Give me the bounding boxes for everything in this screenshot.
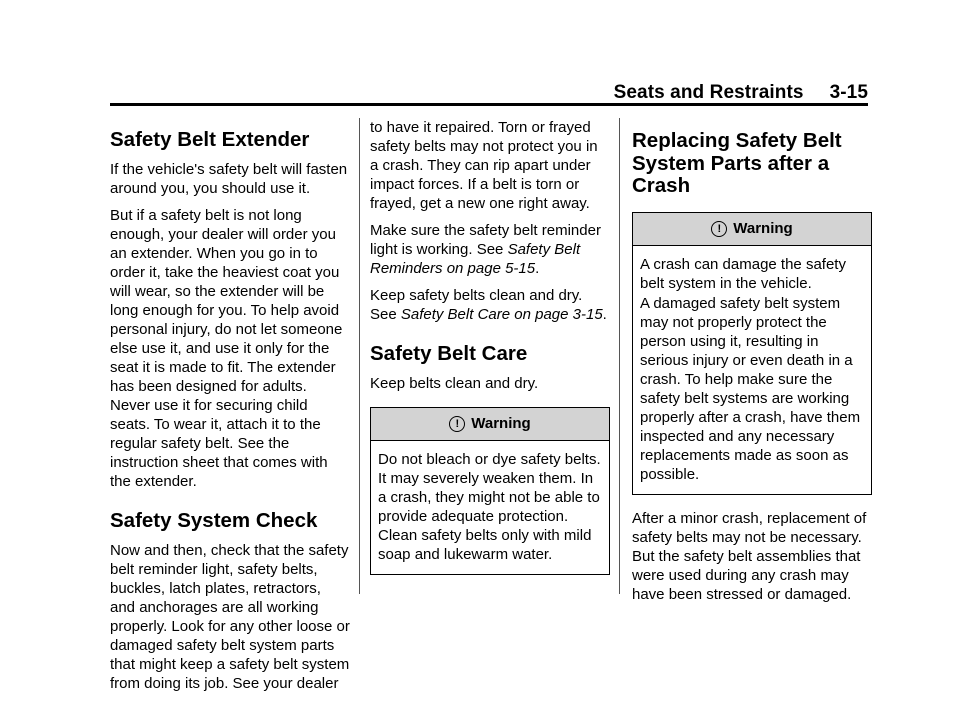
warning-box: [632, 212, 872, 495]
warning-box: [370, 407, 610, 575]
page-number: 3-15: [829, 82, 868, 103]
column-left: [110, 116, 350, 701]
header-rule: [110, 103, 868, 106]
paragraph: Keep belts clean and dry.: [370, 375, 539, 392]
warning-text: A damaged safety belt system may not properly protect the person using it, resulting in serious injury or even death in a crash. To help make sure the safety belt systems are working properly after a crash, have them inspected and any necessary replacements made as soon as possible.: [640, 294, 861, 483]
warning-header: [633, 213, 871, 246]
warning-body: [633, 246, 871, 494]
heading-safety-belt-extender: Safety Belt Extender: [110, 128, 310, 151]
column-right: [632, 116, 872, 612]
warning-text: A crash can damage the safety belt system in the vehicle.: [640, 255, 846, 292]
page-header: [614, 82, 868, 104]
paragraph: Now and then, check that the safety belt reminder light, safety belts, buckles, latch plates, retractors, and anchorages are all working properly. Look for any other loose or damaged safety belt system parts that might keep a safety belt system from doing its job. See your dealer: [110, 542, 350, 692]
cross-reference-link[interactable]: Safety Belt Care on page 3-15: [400, 306, 603, 323]
column-divider: [359, 118, 360, 594]
warning-body: [371, 441, 609, 574]
column-divider: [619, 118, 620, 594]
heading-replacing-parts: Replacing Safety Belt System Parts after a Crash: [632, 129, 842, 197]
paragraph: After a minor crash, replacement of safety belts may not be necessary. But the safety belt assemblies that were used during any crash may have been stressed or damaged.: [632, 509, 867, 603]
paragraph: But if a safety belt is not long enough, your dealer will order you an extender. When you go in to order it, take the heaviest coat you will wear, so the extender will be long enough for you. To help avoid personal injury, do not let someone else use it, and use it only for the seat it is made to fit. The extender has been designed for adults. Never use it for securing child seats. To wear it, attach it to the regular safety belt. See the instruction sheet that comes with the extender.: [110, 207, 343, 490]
paragraph: Make sure the safety belt reminder light is working. See Safety Belt Reminders on page 5-15.: [370, 222, 601, 277]
cross-reference-link[interactable]: Safety Belt Reminders on page 5-15: [370, 241, 581, 277]
column-middle: [370, 118, 610, 589]
warning-icon: !: [711, 221, 727, 237]
warning-icon: !: [449, 416, 465, 432]
warning-title: Warning: [471, 415, 531, 432]
paragraph: If the vehicle's safety belt will fasten around you, you should use it.: [110, 161, 348, 197]
paragraph: to have it repaired. Torn or frayed safety belts may not protect you in a crash. They can rip apart under impact forces. If a belt is torn or frayed, get a new one right away.: [370, 119, 598, 212]
heading-safety-belt-care: Safety Belt Care: [370, 342, 528, 365]
warning-header: [371, 408, 609, 441]
paragraph: Keep safety belts clean and dry. See Safety Belt Care on page 3-15.: [370, 287, 607, 323]
warning-title: Warning: [733, 219, 793, 237]
heading-safety-system-check: Safety System Check: [110, 509, 318, 532]
warning-text: Do not bleach or dye safety belts. It may severely weaken them. In a crash, they might not be able to provide adequate protection. Clean safety belts only with mild soap and lukewarm water.: [378, 451, 601, 563]
section-title: Seats and Restraints: [613, 82, 804, 103]
